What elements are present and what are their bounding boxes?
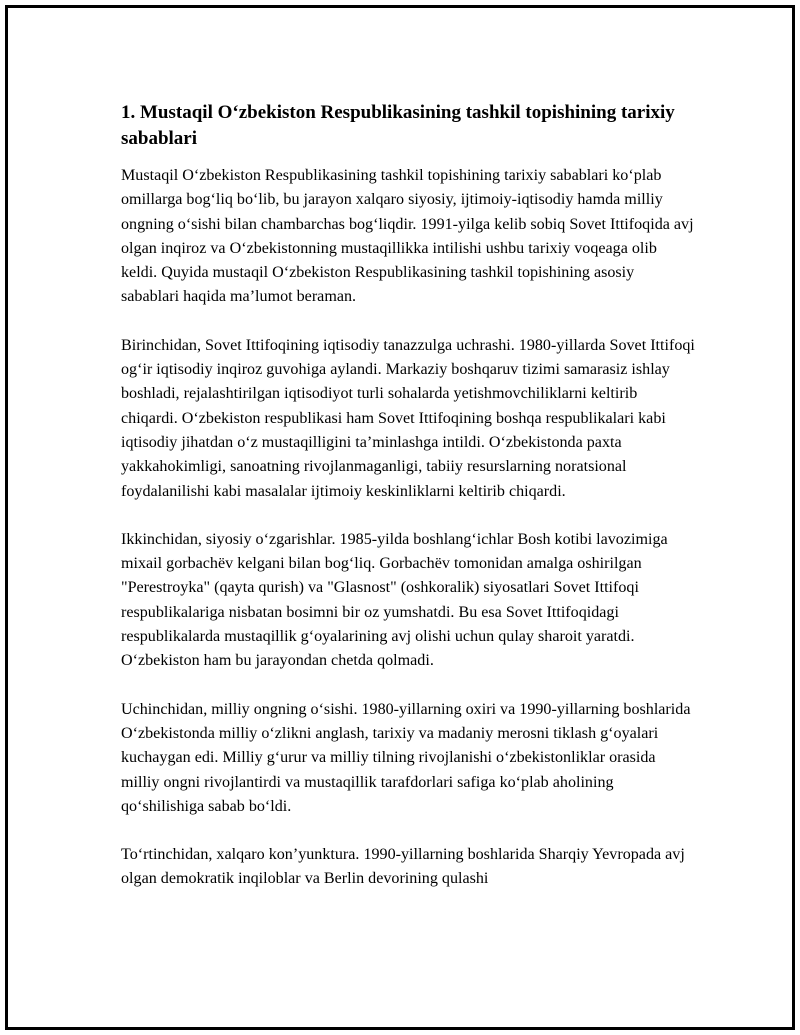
paragraph-international-conjuncture: To‘rtinchidan, xalqaro kon’yunktura. 1990-yillarning boshlarida Sharqiy Yevropada avj olgan demokratik inqiloblar va Berlin devorining qulashi [121,846,685,888]
paragraph-national-consciousness: Uchinchidan, milliy ongning o‘sishi. 1980-yillarning oxiri va 1990-yillarning boshlarida O‘zbekistonda milliy o‘zlikni anglash, tarixiy va madaniy merosni tiklash g‘oyalari kuchaygan edi. Milliy g‘urur va milliy tilning rivojlanishi o‘zbekistonliklar orasida milliy ongni rivojlantirdi va mustaqillik tarafdorlari safiga ko‘plab aholining qo‘shilishiga sabab bo‘ldi. [121,700,691,815]
paragraph-political-changes: Ikkinchidan, siyosiy o‘zgarishlar. 1985-yilda boshlang‘ichlar Bosh kotibi lavozimiga mixail gorbachëv kelgani bilan bog‘liq. Gorbachëv tomonidan amalga oshirilgan "Perestroyka" (qayta qurish) va "Glasnost" (oshkoralik) siyosatlari Sovet Ittifoqi respublikalariga nisbatan bosimni bir oz yumshatdi. Bu esa Sovet Ittifoqidagi respublikalarda mustaqillik g‘oyalarining avj olishi uchun qulay sharoit yaratdi. O‘zbekiston ham bu jarayondan chetda qolmadi. [121,530,668,670]
document-body [121,100,696,916]
page-frame [5,5,795,1030]
paragraph-economic-decline: Birinchidan, Sovet Ittifoqining iqtisodiy tanazzulga uchrashi. 1980-yillarda Sovet Ittifoqi og‘ir iqtisodiy inqiroz guvohiga aylandi. Markaziy boshqaruv tizimi samarasiz ishlay boshladi, rejalashtirilgan iqtisodiyot turli sohalarda yetishmovchiliklarni keltirib chiqardi. O‘zbekiston respublikasi ham Sovet Ittifoqining boshqa respublikalari kabi iqtisodiy jihatdan o‘z mustaqilligini ta’minlashga intildi. O‘zbekistonda paxta yakkahokimligi, sanoatning rivojlanmaganligi, tabiiy resurslarning noratsional foydalanilishi kabi masalalar ijtimoiy keskinliklarni keltirib chiqardi. [121,336,695,500]
document-title: 1. Mustaqil O‘zbekiston Respublikasining tashkil topishining tarixiy sabablari [121,102,675,149]
paragraph-intro: Mustaqil O‘zbekiston Respublikasining tashkil topishining tarixiy sabablari ko‘plab omillarga bog‘liq bo‘lib, bu jarayon xalqaro siyosiy, ijtimoiy-iqtisodiy hamda milliy ongning o‘sishi bilan chambarchas bog‘liqdir. 1991-yilga kelib sobiq Sovet Ittifoqida avj olgan inqiroz va O‘zbekistonning mustaqillikka intilishi ushbu tarixiy voqeaga olib keldi. Quyida mustaqil O‘zbekiston Respublikasining tashkil topishining asosiy sabablari haqida ma’lumot beraman. [121,167,694,306]
